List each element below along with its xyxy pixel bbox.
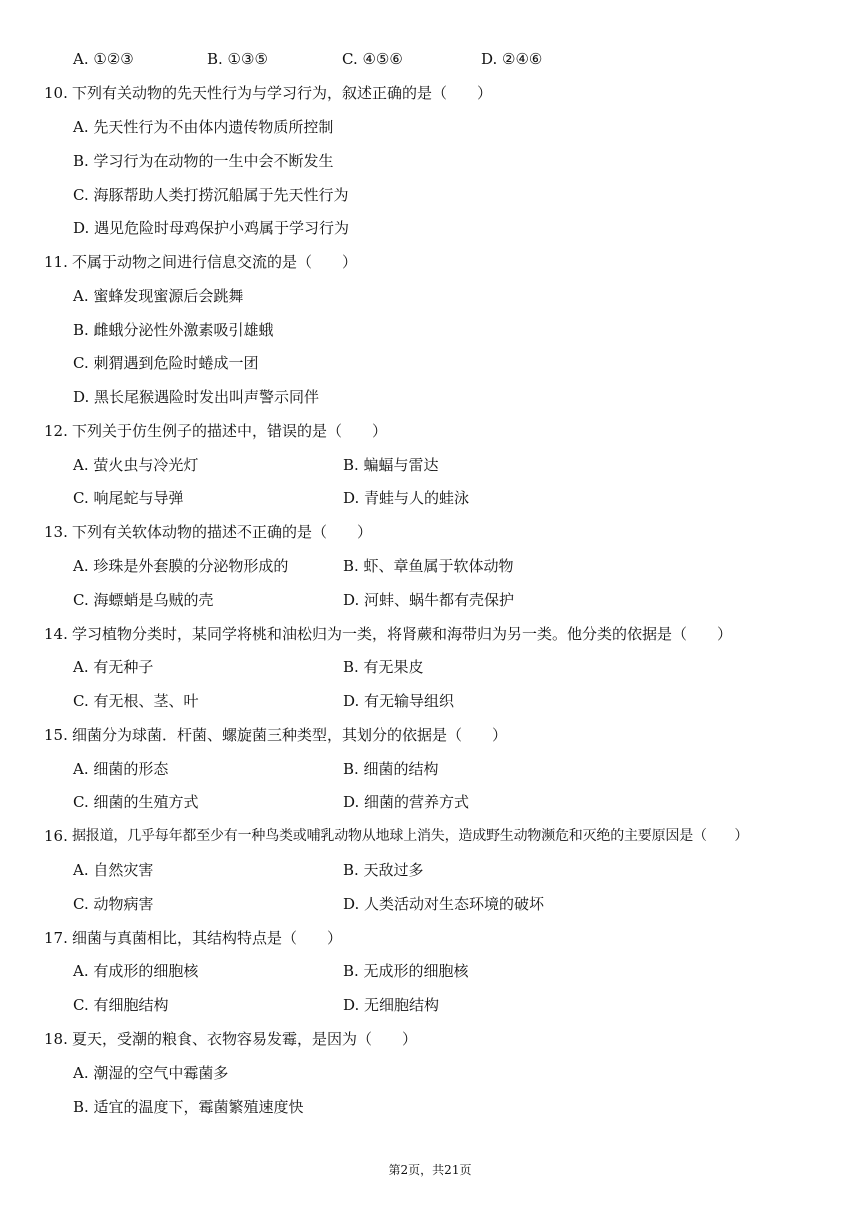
question-number: 14. <box>44 625 68 643</box>
question-number: 12. <box>44 422 68 440</box>
option-d: D. 细菌的营养方式 <box>343 793 470 811</box>
question-stem: 学习植物分类时，某同学将桃和油松归为一类，将肾蕨和海带归为另一类。他分类的依据是（ ） <box>72 625 733 643</box>
option-b: B. 学习行为在动物的一生中会不断发生 <box>73 152 334 170</box>
option-a: A. 先天性行为不由体内遗传物质所控制 <box>73 118 334 136</box>
option-a: A. 有无种子 <box>73 658 154 676</box>
question-number: 13. <box>44 523 68 541</box>
option-a: A. 珍珠是外套膜的分泌物形成的 <box>73 557 289 575</box>
page-footer: 第2页，共21页 <box>388 1163 472 1177</box>
option-a: A. 有成形的细胞核 <box>73 962 199 980</box>
option-c: C. 细菌的生殖方式 <box>73 793 199 811</box>
option-b: B. 有无果皮 <box>343 658 424 676</box>
option-c: C. 有无根、茎、叶 <box>73 692 199 710</box>
option-d: D. 无细胞结构 <box>343 996 440 1014</box>
option-c: C. 动物病害 <box>73 895 154 913</box>
option-d: D. 河蚌、蜗牛都有壳保护 <box>343 591 515 609</box>
q9-option-d: D. ②④⑥ <box>481 50 543 68</box>
question-number: 16. <box>44 827 68 845</box>
question-number: 10. <box>44 84 68 102</box>
option-a: A. 自然灾害 <box>73 861 154 879</box>
question-stem: 下列有关动物的先天性行为与学习行为，叙述正确的是（ ） <box>72 84 493 102</box>
option-a: A. 细菌的形态 <box>73 760 169 778</box>
option-d: D. 青蛙与人的蛙泳 <box>343 489 470 507</box>
question-number: 17. <box>44 929 68 947</box>
question-number: 15. <box>44 726 68 744</box>
option-d: D. 人类活动对生态环境的破坏 <box>343 895 545 913</box>
option-a: A. 萤火虫与冷光灯 <box>73 456 199 474</box>
question-stem: 下列关于仿生例子的描述中，错误的是（ ） <box>72 422 388 440</box>
option-b: B. 适宜的温度下，霉菌繁殖速度快 <box>73 1098 304 1116</box>
option-c: C. 刺猬遇到危险时蜷成一团 <box>73 354 259 372</box>
option-b: B. 蝙蝠与雷达 <box>343 456 439 474</box>
q9-option-b: B. ①③⑤ <box>207 50 268 68</box>
option-b: B. 无成形的细胞核 <box>343 962 469 980</box>
q9-option-a: A. ①②③ <box>73 50 134 68</box>
question-number: 11. <box>44 253 68 271</box>
question-number: 18. <box>44 1030 68 1048</box>
option-c: C. 海豚帮助人类打捞沉船属于先天性行为 <box>73 186 349 204</box>
option-a: A. 蜜蜂发现蜜源后会跳舞 <box>73 287 244 305</box>
question-stem: 据报道，几乎每年都至少有一种鸟类或哺乳动物从地球上消失，造成野生动物濒危和灭绝的主要原因是（ ） <box>72 828 749 844</box>
question-stem: 细菌与真菌相比，其结构特点是（ ） <box>72 929 343 947</box>
option-d: D. 黑长尾猴遇险时发出叫声警示同伴 <box>73 388 320 406</box>
option-a: A. 潮湿的空气中霉菌多 <box>73 1064 229 1082</box>
option-b: B. 细菌的结构 <box>343 760 439 778</box>
option-c: C. 海螵蛸是乌贼的壳 <box>73 591 214 609</box>
option-b: B. 雌蛾分泌性外激素吸引雄蛾 <box>73 321 274 339</box>
q9-option-c: C. ④⑤⑥ <box>342 50 403 68</box>
question-stem: 下列有关软体动物的描述不正确的是（ ） <box>72 523 373 541</box>
option-d: D. 遇见危险时母鸡保护小鸡属于学习行为 <box>73 219 350 237</box>
option-d: D. 有无输导组织 <box>343 692 455 710</box>
option-c: C. 响尾蛇与导弹 <box>73 489 184 507</box>
question-stem: 夏天，受潮的粮食、衣物容易发霉，是因为（ ） <box>72 1030 418 1048</box>
question-stem: 细菌分为球菌．杆菌、螺旋菌三种类型，其划分的依据是（ ） <box>72 726 508 744</box>
option-b: B. 天敌过多 <box>343 861 424 879</box>
question-stem: 不属于动物之间进行信息交流的是（ ） <box>72 253 358 271</box>
option-b: B. 虾、章鱼属于软体动物 <box>343 557 514 575</box>
option-c: C. 有细胞结构 <box>73 996 169 1014</box>
